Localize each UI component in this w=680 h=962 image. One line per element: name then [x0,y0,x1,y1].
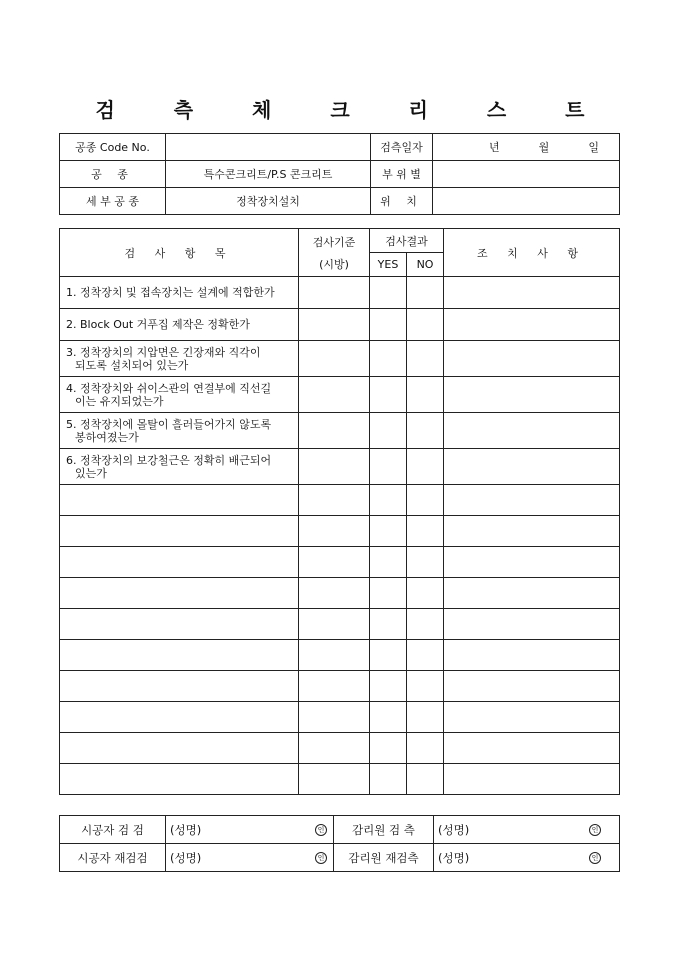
standard-cell[interactable] [299,485,370,516]
stamp-icon: 인 [589,852,601,864]
yes-cell[interactable] [370,485,407,516]
day-label: 일 [588,141,599,154]
inspection-date-label: 검측일자 [371,134,433,161]
yes-cell[interactable] [370,578,407,609]
action-cell[interactable] [444,277,620,309]
action-cell[interactable] [444,377,620,413]
empty-row [60,640,620,671]
supervisor-inspect-label: 감리원 검 측 [334,816,434,844]
supervisor-inspect-sign[interactable] [434,816,620,844]
yes-cell[interactable] [370,277,407,309]
empty-row [60,609,620,640]
month-label: 월 [538,141,550,154]
no-cell[interactable] [407,609,444,640]
table-row [60,309,620,341]
action-cell[interactable] [444,309,620,341]
no-cell[interactable] [407,485,444,516]
no-cell[interactable] [407,341,444,377]
action-cell[interactable] [444,609,620,640]
standard-cell[interactable] [299,413,370,449]
check-item: 3. 정착장치의 지압면은 긴장재와 직각이 되도록 설치되어 있는가 [60,341,299,377]
standard-cell[interactable] [299,377,370,413]
standard-cell[interactable] [299,309,370,341]
standard-cell[interactable] [299,640,370,671]
col-header-action: 조 치 사 항 [444,229,620,277]
item-cell[interactable] [60,671,299,702]
check-item: 2. Block Out 거푸집 제작은 정확한가 [60,309,299,341]
no-cell[interactable] [407,578,444,609]
item-cell[interactable] [60,578,299,609]
work-type-value[interactable]: 특수콘크리트/P.S 콘크리트 [166,161,371,188]
standard-cell[interactable] [299,449,370,485]
standard-label: 검사기준 [312,235,356,249]
check-item: 6. 정착장치의 보강철근은 정확히 배근되어 있는가 [60,449,299,485]
standard-cell[interactable] [299,609,370,640]
no-cell[interactable] [407,733,444,764]
standard-sub-label: (시방) [319,257,349,271]
item-cell[interactable] [60,609,299,640]
item-cell[interactable] [60,485,299,516]
checklist-table [59,228,620,795]
standard-cell[interactable] [299,516,370,547]
table-row [60,413,620,449]
no-cell[interactable] [407,377,444,413]
action-cell[interactable] [444,547,620,578]
item-cell[interactable] [60,733,299,764]
inspection-date-field[interactable] [433,134,620,161]
work-code-label: 공종 Code No. [60,134,166,161]
empty-row [60,671,620,702]
no-cell[interactable] [407,309,444,341]
no-cell[interactable] [407,277,444,309]
empty-row [60,702,620,733]
no-cell[interactable] [407,702,444,733]
standard-cell[interactable] [299,671,370,702]
supervisor-reinspect-sign[interactable] [434,844,620,872]
col-header-standard [299,229,370,277]
stamp-icon: 인 [315,824,327,836]
no-cell[interactable] [407,413,444,449]
no-cell[interactable] [407,764,444,795]
header-info-table [59,133,620,215]
part-value[interactable] [433,161,620,188]
standard-cell[interactable] [299,277,370,309]
table-row [60,341,620,377]
action-cell[interactable] [444,640,620,671]
col-header-result: 검사결과 [370,229,444,253]
name-hint: (성명) [438,822,470,837]
empty-row [60,485,620,516]
check-item: 1. 정착장치 및 접속장치는 설계에 적합한가 [60,277,299,309]
yes-cell[interactable] [370,764,407,795]
yes-cell[interactable] [370,309,407,341]
part-label: 부 위 별 [371,161,433,188]
action-cell[interactable] [444,578,620,609]
stamp-icon: 인 [315,852,327,864]
empty-row [60,578,620,609]
empty-row [60,733,620,764]
action-cell[interactable] [444,413,620,449]
item-cell[interactable] [60,516,299,547]
table-row [60,277,620,309]
contractor-reinspect-label: 시공자 재검검 [60,844,166,872]
standard-cell[interactable] [299,764,370,795]
yes-cell[interactable] [370,640,407,671]
contractor-inspect-label: 시공자 검 검 [60,816,166,844]
no-cell[interactable] [407,449,444,485]
signature-table [59,815,620,872]
yes-cell[interactable] [370,449,407,485]
action-cell[interactable] [444,485,620,516]
name-hint: (성명) [170,850,202,865]
work-type-label: 공 종 [60,161,166,188]
yes-cell[interactable] [370,516,407,547]
col-header-yes: YES [370,253,407,277]
work-code-value[interactable] [166,134,371,161]
standard-cell[interactable] [299,341,370,377]
supervisor-reinspect-label: 감리원 재검측 [334,844,434,872]
action-cell[interactable] [444,516,620,547]
standard-cell[interactable] [299,578,370,609]
col-header-item: 검 사 항 목 [60,229,299,277]
standard-cell[interactable] [299,702,370,733]
location-label: 위 치 [371,188,433,215]
yes-cell[interactable] [370,609,407,640]
empty-row [60,764,620,795]
action-cell[interactable] [444,733,620,764]
yes-cell[interactable] [370,341,407,377]
standard-cell[interactable] [299,733,370,764]
yes-cell[interactable] [370,377,407,413]
yes-cell[interactable] [370,671,407,702]
yes-cell[interactable] [370,702,407,733]
item-cell[interactable] [60,764,299,795]
check-item: 5. 정착장치에 몰탈이 흘러들어가지 않도록 봉하여졌는가 [60,413,299,449]
contractor-reinspect-sign[interactable] [166,844,334,872]
name-hint: (성명) [438,850,470,865]
action-cell[interactable] [444,764,620,795]
item-cell[interactable] [60,702,299,733]
contractor-inspect-sign[interactable] [166,816,334,844]
col-header-no: NO [407,253,444,277]
yes-cell[interactable] [370,413,407,449]
stamp-icon: 인 [589,824,601,836]
location-value[interactable] [433,188,620,215]
page-title: 검 측 체 크 리 스 트 [95,98,611,122]
action-cell[interactable] [444,702,620,733]
item-cell[interactable] [60,547,299,578]
item-cell[interactable] [60,640,299,671]
yes-cell[interactable] [370,733,407,764]
detail-work-label: 세 부 공 종 [60,188,166,215]
action-cell[interactable] [444,449,620,485]
table-row [60,377,620,413]
standard-cell[interactable] [299,547,370,578]
no-cell[interactable] [407,671,444,702]
action-cell[interactable] [444,671,620,702]
name-hint: (성명) [170,822,202,837]
yes-cell[interactable] [370,547,407,578]
check-item: 4. 정착장치와 쉬이스관의 연결부에 직선길 이는 유지되었는가 [60,377,299,413]
detail-work-value[interactable]: 정착장치설치 [166,188,371,215]
year-label: 년 [489,141,500,154]
empty-row [60,547,620,578]
table-row [60,449,620,485]
action-cell[interactable] [444,341,620,377]
no-cell[interactable] [407,516,444,547]
no-cell[interactable] [407,547,444,578]
empty-row [60,516,620,547]
no-cell[interactable] [407,640,444,671]
